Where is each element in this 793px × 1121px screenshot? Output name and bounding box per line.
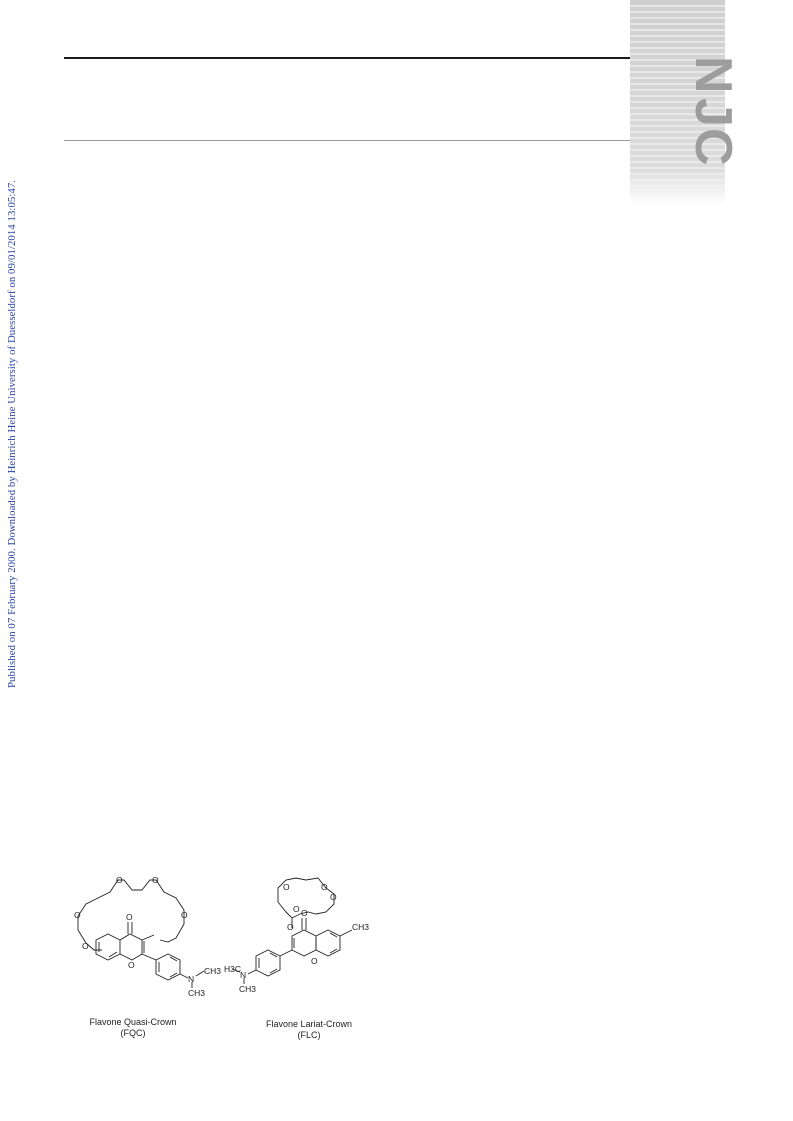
header-rule-bottom <box>64 140 630 141</box>
caption-flc <box>248 1019 370 1041</box>
atom-label: N <box>240 970 247 980</box>
atom-label: O <box>293 904 300 914</box>
fqc-structure <box>78 880 204 988</box>
atom-label: O <box>311 956 318 966</box>
atom-label: O <box>321 882 328 892</box>
atom-label: CH3 <box>352 922 370 932</box>
atom-label: O <box>283 882 290 892</box>
atom-label: O <box>301 908 308 918</box>
atom-label: H3C <box>224 964 242 974</box>
logo-letter: C <box>684 128 742 166</box>
caption-fqc-abbrev: (FQC) <box>120 1028 146 1038</box>
publication-margin-note: Published on 07 February 2000. Downloaded by Heinrich Heine University of Duesseldorf on 09/01/2014 13:05:47. <box>6 179 18 688</box>
atom-label: CH3 <box>188 988 206 998</box>
fqc-atom-labels <box>74 875 221 998</box>
atom-label: O <box>74 910 81 920</box>
atom-label: CH3 <box>204 966 222 976</box>
flc-atom-labels <box>224 882 369 994</box>
atom-label: O <box>330 892 337 902</box>
caption-flc-abbrev: (FLC) <box>297 1030 321 1040</box>
caption-fqc <box>72 1017 194 1039</box>
caption-fqc-name: Flavone Quasi-Crown <box>89 1017 177 1027</box>
header-rule-top <box>64 57 630 59</box>
logo-letter: N <box>684 56 742 94</box>
atom-label: CH3 <box>239 984 257 994</box>
caption-flc-name: Flavone Lariat-Crown <box>265 1019 353 1029</box>
atom-label: O <box>181 910 188 920</box>
atom-label: O <box>116 875 123 885</box>
logo-letter: J <box>684 98 742 127</box>
atom-label: O <box>82 941 89 951</box>
atom-label: O <box>126 912 133 922</box>
journal-logo-tab <box>630 0 742 205</box>
atom-label: O <box>128 960 135 970</box>
atom-label: N <box>188 974 195 984</box>
atom-label: O <box>152 875 159 885</box>
atom-label: O <box>287 922 294 932</box>
